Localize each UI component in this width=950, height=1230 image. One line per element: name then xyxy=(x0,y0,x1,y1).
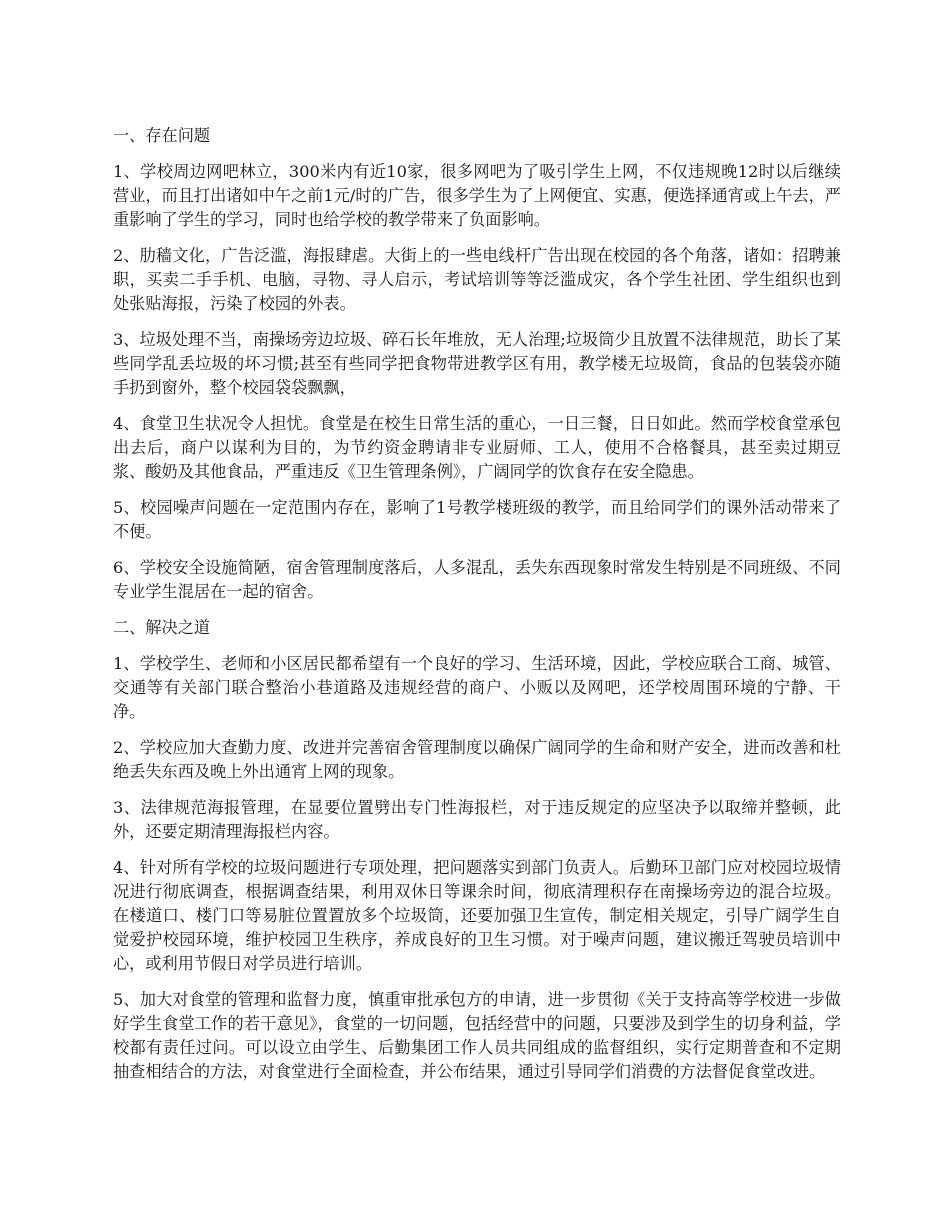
document-page xyxy=(113,124,841,1096)
solution-paragraph-4: 4、针对所有学校的垃圾问题进行专项处理，把问题落实到部门负责人。后勤环卫部门应对校园垃圾情况进行彻底调查，根据调查结果，利用双休日等课余时间，彻底清理积存在南操场旁边的混合垃圾。在楼道口、楼门口等易脏位置置放多个垃圾筒，还要加强卫生宣传，制定相关规定，引导广阔学生自觉爱护校园环境，维护校园卫生秩序，养成良好的卫生习惯。对于噪声问题，建议搬迁驾驶员培训中心，或利用节假日对学员进行培训。 xyxy=(113,858,841,973)
problem-paragraph-1: 1、学校周边网吧林立，300米内有近10家，很多网吧为了吸引学生上网，不仅违规晚12时以后继续营业，而且打出诸如中午之前1元/时的广告，很多学生为了上网便宜、实惠，便选择通宵或上午去，严重影响了学生的学习，同时也给学校的教学带来了负面影响。 xyxy=(113,162,841,229)
solution-paragraph-1: 1、学校学生、老师和小区居民都希望有一个良好的学习、生活环境，因此，学校应联合工商、城管、交通等有关部门联合整治小巷道路及违规经营的商户、小贩以及网吧，还学校周围环境的宁静、干净。 xyxy=(113,654,841,721)
section-heading-solutions: 二、解决之道 xyxy=(113,618,211,637)
section-heading-problems: 一、存在问题 xyxy=(113,126,211,145)
solution-paragraph-5: 5、加大对食堂的管理和监督力度，慎重审批承包方的申请，进一步贯彻《关于支持高等学校进一步做好学生食堂工作的若干意见》，食堂的一切问题，包括经营中的问题，只要涉及到学生的切身利益，学校都有责任过问。可以设立由学生、后勤集团工作人员共同组成的监督组织，实行定期普查和不定期抽查相结合的方法，对食堂进行全面检查，并公布结果，通过引导同学们消费的方法督促食堂改进。 xyxy=(113,990,841,1081)
problem-paragraph-6: 6、学校安全设施简陋，宿舍管理制度落后，人多混乱，丢失东西现象时常发生特别是不同班级、不同专业学生混居在一起的宿舍。 xyxy=(113,558,841,601)
problem-paragraph-3: 3、垃圾处理不当，南操场旁边垃圾、碎石长年堆放，无人治理;垃圾筒少且放置不法律规范，助长了某些同学乱丢垃圾的坏习惯;甚至有些同学把食物带进教学区有用，教学楼无垃圾筒，食品的包装袋亦随手扔到窗外，整个校园袋袋飘飘， xyxy=(113,330,841,397)
problem-paragraph-4: 4、食堂卫生状况令人担忧。食堂是在校生日常生活的重心，一日三餐，日日如此。然而学校食堂承包出去后，商户以谋利为目的，为节约资金聘请非专业厨师、工人，使用不合格餐具，甚至卖过期豆浆、酸奶及其他食品，严重违反《卫生管理条例》，广阔同学的饮食存在安全隐患。 xyxy=(113,414,841,481)
solution-paragraph-2: 2、学校应加大查勤力度、改进并完善宿舍管理制度以确保广阔同学的生命和财产安全，进而改善和杜绝丢失东西及晚上外出通宵上网的现象。 xyxy=(113,738,841,781)
solution-paragraph-3: 3、法律规范海报管理，在显要位置劈出专门性海报栏，对于违反规定的应坚决予以取缔并整顿，此外，还要定期清理海报栏内容。 xyxy=(113,798,841,841)
problem-paragraph-2: 2、肋穑文化，广告泛滥，海报肆虐。大街上的一些电线杆广告出现在校园的各个角落，诸如：招聘兼职，买卖二手手机、电脑，寻物、寻人启示，考试培训等等泛滥成灾，各个学生社团、学生组织也到处张贴海报，污染了校园的外表。 xyxy=(113,246,841,313)
problem-paragraph-5: 5、校园噪声问题在一定范围内存在，影响了1号教学楼班级的教学，而且给同学们的课外活动带来了不便。 xyxy=(113,498,841,541)
